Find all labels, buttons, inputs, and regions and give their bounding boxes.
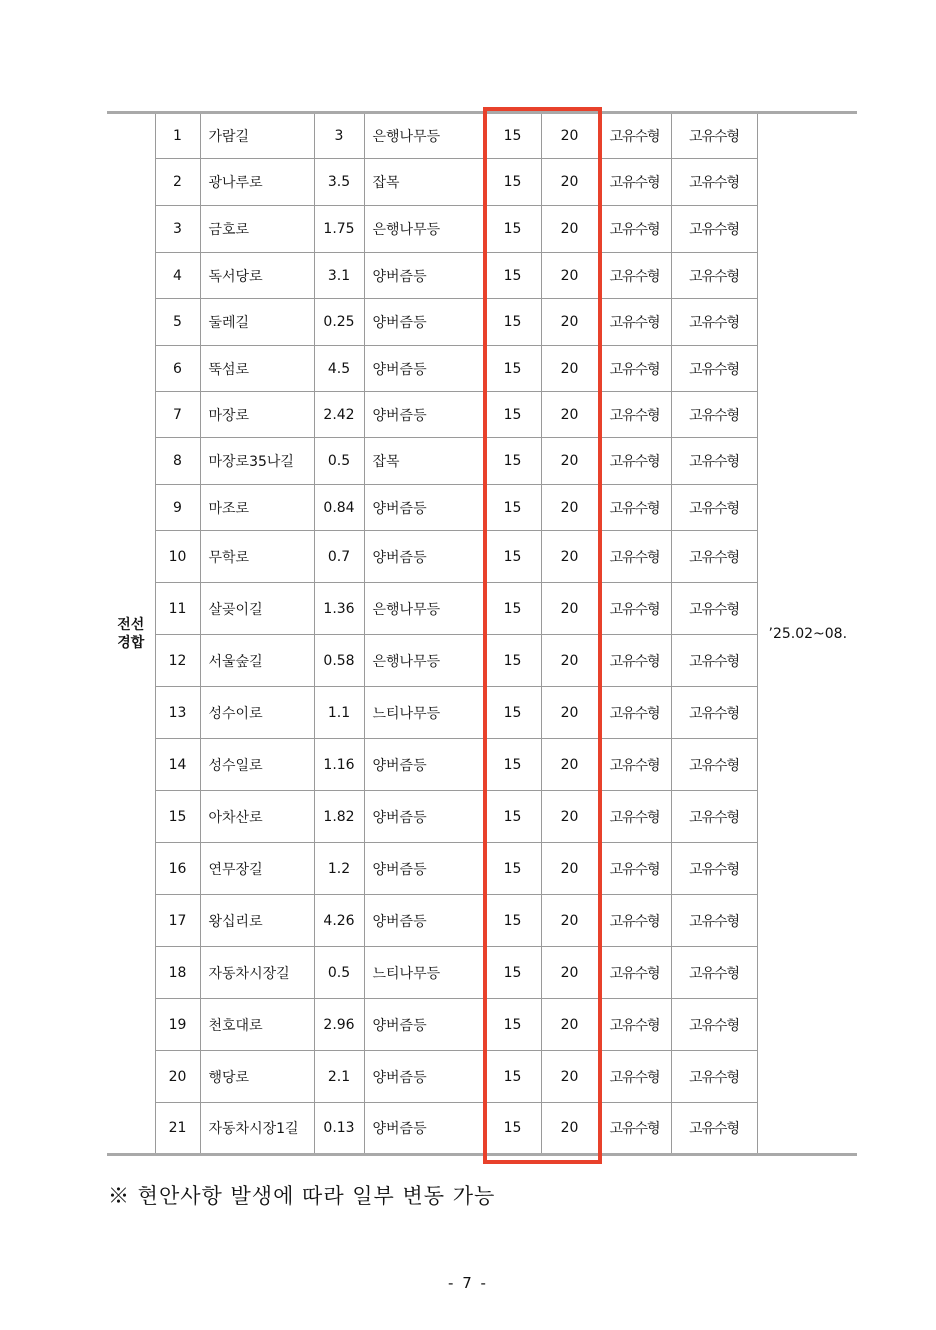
- tree-form-cell: 고유수형: [671, 1103, 757, 1155]
- tree-form-cell: 고유수형: [598, 1103, 671, 1155]
- value-b-cell: 20: [541, 206, 598, 253]
- length-cell: 0.5: [314, 947, 364, 999]
- length-cell: 0.58: [314, 635, 364, 687]
- tree-form-cell: 고유수형: [671, 299, 757, 346]
- footnote: ※ 현안사항 발생에 따라 일부 변동 가능: [108, 1184, 496, 1208]
- value-a-cell: 15: [484, 113, 541, 159]
- road-name-cell: 독서당로: [200, 253, 314, 299]
- tree-form-cell: 고유수형: [598, 635, 671, 687]
- table-row: [107, 1051, 857, 1103]
- tree-form-cell: 고유수형: [598, 947, 671, 999]
- tree-form-cell: 고유수형: [671, 947, 757, 999]
- tree-form-cell: 고유수형: [671, 485, 757, 531]
- value-b-cell: 20: [541, 739, 598, 791]
- value-b-cell: 20: [541, 438, 598, 485]
- table-row: [107, 895, 857, 947]
- tree-form-cell: 고유수형: [671, 791, 757, 843]
- table-row: [107, 947, 857, 999]
- table-row: [107, 739, 857, 791]
- tree-form-cell: 고유수형: [671, 739, 757, 791]
- road-name-cell: 둘레길: [200, 299, 314, 346]
- road-name-cell: 가람길: [200, 113, 314, 159]
- length-cell: 0.25: [314, 299, 364, 346]
- row-number-cell: 12: [155, 635, 200, 687]
- value-b-cell: 20: [541, 999, 598, 1051]
- road-name-cell: 뚝섬로: [200, 346, 314, 392]
- value-a-cell: 15: [484, 739, 541, 791]
- value-b-cell: 20: [541, 791, 598, 843]
- tree-form-cell: 고유수형: [598, 791, 671, 843]
- value-b-cell: 20: [541, 947, 598, 999]
- length-cell: 3.1: [314, 253, 364, 299]
- schedule-cell: ’25.02~08.: [757, 113, 857, 1155]
- tree-species-cell: 양버즘등: [364, 739, 484, 791]
- tree-form-cell: 고유수형: [671, 895, 757, 947]
- tree-species-cell: 양버즘등: [364, 346, 484, 392]
- tree-species-cell: 양버즘등: [364, 485, 484, 531]
- tree-form-cell: 고유수형: [598, 299, 671, 346]
- value-a-cell: 15: [484, 947, 541, 999]
- length-cell: 1.82: [314, 791, 364, 843]
- value-a-cell: 15: [484, 299, 541, 346]
- row-number-cell: 16: [155, 843, 200, 895]
- tree-form-cell: 고유수형: [671, 843, 757, 895]
- road-name-cell: 광나루로: [200, 159, 314, 206]
- value-b-cell: 20: [541, 1051, 598, 1103]
- row-number-cell: 5: [155, 299, 200, 346]
- road-name-cell: 마장로35나길: [200, 438, 314, 485]
- value-b-cell: 20: [541, 392, 598, 438]
- value-b-cell: 20: [541, 531, 598, 583]
- tree-form-cell: 고유수형: [598, 843, 671, 895]
- value-b-cell: 20: [541, 346, 598, 392]
- tree-form-cell: 고유수형: [671, 583, 757, 635]
- value-a-cell: 15: [484, 999, 541, 1051]
- tree-form-cell: 고유수형: [671, 253, 757, 299]
- road-name-cell: 자동차시장길: [200, 947, 314, 999]
- value-a-cell: 15: [484, 687, 541, 739]
- tree-species-cell: 느티나무등: [364, 687, 484, 739]
- table-row: [107, 583, 857, 635]
- tree-species-cell: 은행나무등: [364, 583, 484, 635]
- value-b-cell: 20: [541, 113, 598, 159]
- road-name-cell: 성수이로: [200, 687, 314, 739]
- tree-species-cell: 양버즘등: [364, 531, 484, 583]
- tree-form-cell: 고유수형: [598, 438, 671, 485]
- length-cell: 0.84: [314, 485, 364, 531]
- tree-form-cell: 고유수형: [671, 1051, 757, 1103]
- row-number-cell: 10: [155, 531, 200, 583]
- length-cell: 2.42: [314, 392, 364, 438]
- tree-species-cell: 양버즘등: [364, 843, 484, 895]
- tree-species-cell: 잡목: [364, 159, 484, 206]
- tree-species-cell: 은행나무등: [364, 113, 484, 159]
- road-name-cell: 살곶이길: [200, 583, 314, 635]
- table-row: [107, 346, 857, 392]
- road-name-cell: 금호로: [200, 206, 314, 253]
- page-number: - 7 -: [448, 1274, 488, 1292]
- tree-form-cell: 고유수형: [598, 392, 671, 438]
- value-b-cell: 20: [541, 843, 598, 895]
- table-row: [107, 1103, 857, 1155]
- length-cell: 0.5: [314, 438, 364, 485]
- tree-form-cell: 고유수형: [671, 687, 757, 739]
- row-number-cell: 20: [155, 1051, 200, 1103]
- row-number-cell: 9: [155, 485, 200, 531]
- value-a-cell: 15: [484, 1051, 541, 1103]
- row-number-cell: 11: [155, 583, 200, 635]
- tree-species-cell: 양버즘등: [364, 1103, 484, 1155]
- tree-form-cell: 고유수형: [671, 346, 757, 392]
- row-number-cell: 2: [155, 159, 200, 206]
- tree-species-cell: 은행나무등: [364, 206, 484, 253]
- road-name-cell: 마조로: [200, 485, 314, 531]
- row-number-cell: 1: [155, 113, 200, 159]
- tree-form-cell: 고유수형: [598, 739, 671, 791]
- value-a-cell: 15: [484, 895, 541, 947]
- row-number-cell: 14: [155, 739, 200, 791]
- table-row: [107, 531, 857, 583]
- tree-form-cell: 고유수형: [671, 635, 757, 687]
- value-a-cell: 15: [484, 1103, 541, 1155]
- value-a-cell: 15: [484, 843, 541, 895]
- tree-species-cell: 양버즘등: [364, 895, 484, 947]
- road-name-cell: 자동차시장1길: [200, 1103, 314, 1155]
- tree-species-cell: 느티나무등: [364, 947, 484, 999]
- table-row: [107, 253, 857, 299]
- road-name-cell: 무학로: [200, 531, 314, 583]
- table-row: [107, 635, 857, 687]
- row-number-cell: 13: [155, 687, 200, 739]
- length-cell: 2.96: [314, 999, 364, 1051]
- group-label: [107, 113, 155, 1155]
- value-a-cell: 15: [484, 635, 541, 687]
- tree-form-cell: 고유수형: [598, 999, 671, 1051]
- tree-species-cell: 은행나무등: [364, 635, 484, 687]
- value-a-cell: 15: [484, 531, 541, 583]
- length-cell: 1.1: [314, 687, 364, 739]
- value-b-cell: 20: [541, 583, 598, 635]
- table-row: [107, 843, 857, 895]
- row-number-cell: 8: [155, 438, 200, 485]
- row-number-cell: 4: [155, 253, 200, 299]
- table-row: [107, 299, 857, 346]
- row-number-cell: 6: [155, 346, 200, 392]
- length-cell: 0.13: [314, 1103, 364, 1155]
- value-b-cell: 20: [541, 687, 598, 739]
- value-b-cell: 20: [541, 485, 598, 531]
- tree-species-cell: 양버즘등: [364, 299, 484, 346]
- tree-species-cell: 양버즘등: [364, 392, 484, 438]
- value-a-cell: 15: [484, 791, 541, 843]
- tree-form-cell: 고유수형: [671, 531, 757, 583]
- value-a-cell: 15: [484, 583, 541, 635]
- row-number-cell: 18: [155, 947, 200, 999]
- length-cell: 2.1: [314, 1051, 364, 1103]
- tree-species-cell: 잡목: [364, 438, 484, 485]
- table-row: [107, 392, 857, 438]
- tree-form-cell: 고유수형: [598, 253, 671, 299]
- group-label-line1: 전선: [117, 616, 145, 633]
- value-b-cell: 20: [541, 159, 598, 206]
- length-cell: 1.2: [314, 843, 364, 895]
- road-name-cell: 왕십리로: [200, 895, 314, 947]
- value-b-cell: 20: [541, 1103, 598, 1155]
- value-a-cell: 15: [484, 392, 541, 438]
- table-row: [107, 999, 857, 1051]
- tree-form-cell: 고유수형: [671, 392, 757, 438]
- tree-form-cell: 고유수형: [671, 438, 757, 485]
- tree-form-cell: 고유수형: [598, 895, 671, 947]
- tree-form-cell: 고유수형: [598, 583, 671, 635]
- road-name-cell: 연무장길: [200, 843, 314, 895]
- length-cell: 0.7: [314, 531, 364, 583]
- value-a-cell: 15: [484, 485, 541, 531]
- length-cell: 1.75: [314, 206, 364, 253]
- tree-form-cell: 고유수형: [598, 531, 671, 583]
- table-row: [107, 113, 857, 159]
- row-number-cell: 7: [155, 392, 200, 438]
- tree-species-cell: 양버즘등: [364, 791, 484, 843]
- tree-form-cell: 고유수형: [671, 999, 757, 1051]
- value-b-cell: 20: [541, 635, 598, 687]
- row-number-cell: 3: [155, 206, 200, 253]
- length-cell: 4.26: [314, 895, 364, 947]
- road-name-cell: 서울숲길: [200, 635, 314, 687]
- tree-form-cell: 고유수형: [598, 485, 671, 531]
- value-a-cell: 15: [484, 438, 541, 485]
- table-row: [107, 206, 857, 253]
- table-row: [107, 687, 857, 739]
- table-row: [107, 791, 857, 843]
- row-number-cell: 15: [155, 791, 200, 843]
- row-number-cell: 19: [155, 999, 200, 1051]
- table-row: [107, 159, 857, 206]
- value-b-cell: 20: [541, 299, 598, 346]
- value-b-cell: 20: [541, 253, 598, 299]
- tree-species-cell: 양버즘등: [364, 1051, 484, 1103]
- road-name-cell: 천호대로: [200, 999, 314, 1051]
- road-name-cell: 성수일로: [200, 739, 314, 791]
- tree-species-cell: 양버즘등: [364, 253, 484, 299]
- value-a-cell: 15: [484, 206, 541, 253]
- tree-form-cell: 고유수형: [671, 113, 757, 159]
- length-cell: 3.5: [314, 159, 364, 206]
- value-a-cell: 15: [484, 253, 541, 299]
- tree-species-cell: 양버즘등: [364, 999, 484, 1051]
- tree-form-cell: 고유수형: [598, 346, 671, 392]
- length-cell: 1.36: [314, 583, 364, 635]
- length-cell: 4.5: [314, 346, 364, 392]
- tree-form-cell: 고유수형: [598, 206, 671, 253]
- value-a-cell: 15: [484, 159, 541, 206]
- tree-form-cell: 고유수형: [598, 113, 671, 159]
- tree-form-cell: 고유수형: [598, 687, 671, 739]
- tree-form-cell: 고유수형: [598, 159, 671, 206]
- length-cell: 1.16: [314, 739, 364, 791]
- value-a-cell: 15: [484, 346, 541, 392]
- tree-form-cell: 고유수형: [598, 1051, 671, 1103]
- tree-form-cell: 고유수형: [671, 159, 757, 206]
- table-row: [107, 485, 857, 531]
- road-name-cell: 행당로: [200, 1051, 314, 1103]
- tree-form-cell: 고유수형: [671, 206, 757, 253]
- row-number-cell: 17: [155, 895, 200, 947]
- road-name-cell: 아차산로: [200, 791, 314, 843]
- road-name-cell: 마장로: [200, 392, 314, 438]
- length-cell: 3: [314, 113, 364, 159]
- group-label-line2: 경합: [117, 634, 145, 651]
- row-number-cell: 21: [155, 1103, 200, 1155]
- table-body: [107, 113, 857, 1155]
- street-tree-table: [107, 111, 857, 1156]
- table-row: [107, 438, 857, 485]
- value-b-cell: 20: [541, 895, 598, 947]
